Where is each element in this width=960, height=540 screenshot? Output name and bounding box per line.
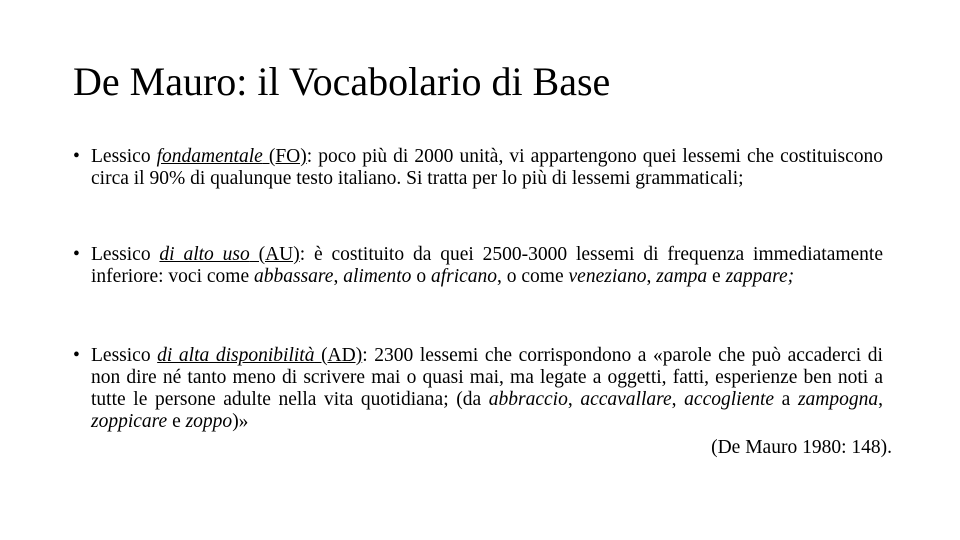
bullet-icon: • bbox=[73, 244, 80, 265]
example-word: abbraccio bbox=[488, 389, 568, 410]
definition: : 2300 lessemi che corrispondono a «parole che può accaderci di non dire né tanto meno di scrivere mai o quasi mai, ma legate a oggetti, fatti, esperienze ben noti a tutte le persone adulte nella vita quotidiana; (da bbox=[91, 345, 883, 410]
bullet-item-alto-uso bbox=[73, 244, 883, 288]
bullet-icon: • bbox=[73, 146, 80, 167]
example-word: zappare; bbox=[725, 266, 795, 287]
bullet-item-alta-disponibilita bbox=[73, 345, 883, 433]
bullet-item-fondamentale bbox=[73, 146, 883, 190]
bullet-text: Lessico di alto uso (AU): è costituito da quei 2500-3000 lessemi di frequenza immediatamente inferiore: voci come abbassare, alimento o africano, o come veneziano, zampa e zappare; bbox=[91, 244, 883, 287]
example-word: zoppo bbox=[185, 411, 233, 432]
slide-title: De Mauro: il Vocabolario di Base bbox=[73, 59, 611, 104]
example-word: africano bbox=[430, 266, 498, 287]
term: di alto uso (AU) bbox=[159, 244, 300, 265]
bullet-text bbox=[91, 146, 883, 190]
example-word: accavallare bbox=[580, 389, 672, 410]
example-word: zampa bbox=[656, 266, 708, 287]
term: di alta disponibilità (AD) bbox=[157, 345, 363, 366]
term: fondamentale (FO) bbox=[156, 146, 307, 167]
example-word: veneziano bbox=[568, 266, 647, 287]
example-word: zampogna bbox=[797, 389, 879, 410]
citation: (De Mauro 1980: 148). bbox=[711, 437, 892, 458]
example-word: abbassare bbox=[253, 266, 334, 287]
example-word: alimento bbox=[343, 266, 412, 287]
lead: Lessico bbox=[91, 345, 158, 366]
example-word: accogliente bbox=[684, 389, 775, 410]
lead: Lessico bbox=[91, 146, 157, 167]
example-word: zoppicare bbox=[91, 411, 168, 432]
bullet-text: Lessico di alta disponibilità (AD): 2300 lessemi che corrispondono a «parole che può accaderci di non dire né tanto meno di scrivere mai o quasi mai, ma legate a oggetti, fatti, esperienze ben noti a tutte le persone adulte nella vita quotidiana; (da abbraccio, accavallare, accogliente a zampogna, zoppicare e zoppo)» bbox=[91, 345, 883, 432]
lead: Lessico bbox=[91, 244, 160, 265]
definition: : poco più di 2000 unità, vi appartengono quei lessemi che costituiscono circa il 90% di qualunque testo italiano. Si tratta per lo più di lessemi grammaticali; bbox=[91, 146, 883, 189]
bullet-icon: • bbox=[73, 345, 80, 366]
definition: : è costituito da quei 2500-3000 lessemi di frequenza immediatamente inferiore: voci come bbox=[91, 244, 883, 287]
